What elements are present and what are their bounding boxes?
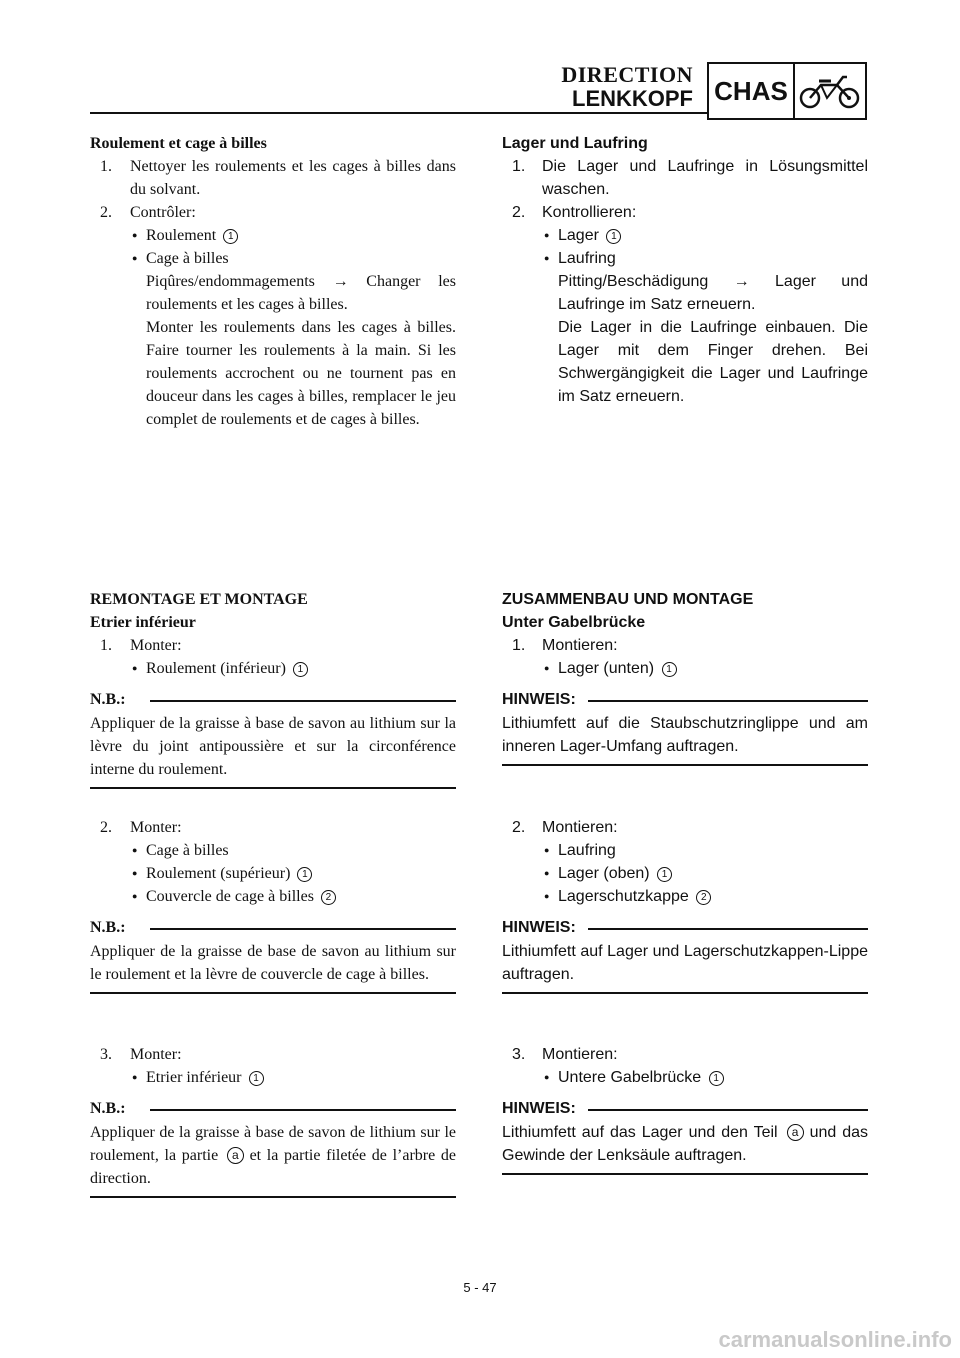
fr-assembly-step-3: 3. Monter: bbox=[100, 1046, 182, 1063]
list-item: ● Lagerschutzkappe 2 bbox=[502, 885, 868, 908]
page-number: 5 - 47 bbox=[463, 1280, 497, 1295]
list-item: ● Laufring bbox=[502, 247, 868, 270]
callout-marker: 1 bbox=[662, 662, 677, 677]
fr-sub-title: Etrier inférieur bbox=[90, 614, 196, 631]
callout-marker: a bbox=[787, 1124, 804, 1141]
callout-marker: 1 bbox=[293, 662, 308, 677]
callout-marker: 1 bbox=[709, 1071, 724, 1086]
fr-bearing-section bbox=[90, 132, 456, 431]
fr-assembly-step2-section bbox=[90, 816, 456, 994]
fr-assembly-title: REMONTAGE ET MONTAGE bbox=[90, 591, 308, 608]
note-rule bbox=[588, 700, 868, 702]
de-note-header: HINWEIS: bbox=[502, 1097, 868, 1121]
fr-note-header: N.B.: bbox=[90, 916, 456, 940]
list-item: ● Laufring bbox=[502, 839, 868, 862]
callout-marker: 1 bbox=[223, 229, 238, 244]
de-bearing-section bbox=[502, 132, 868, 408]
header-rule bbox=[90, 112, 708, 114]
list-item: ● Couvercle de cage à billes 2 bbox=[90, 885, 456, 908]
de-note-1: Lithiumfett auf die Staubschutzringlippe und am inneren Lager-Umfang auftragen. bbox=[502, 715, 868, 755]
de-assembly-step2-section bbox=[502, 816, 868, 994]
list-item: ● Untere Gabelbrücke 1 bbox=[502, 1066, 868, 1089]
de-damage-text: Pitting/Beschädigung → Lager und Laufringe im Satz erneuern. bbox=[558, 273, 868, 313]
note-end-rule bbox=[90, 992, 456, 994]
fr-note-2: Appliquer de la graisse de base de savon au lithium sur le roulement et la lèvre de couvercle de cage à billes. bbox=[90, 943, 456, 983]
list-item: ● Roulement (inférieur) 1 bbox=[90, 657, 456, 680]
fr-note-1: Appliquer de la graisse à base de savon au lithium sur la lèvre du joint antipoussière et sur la circonférence interne du roulement. bbox=[90, 715, 456, 778]
fr-bearing-title: Roulement et cage à billes bbox=[90, 135, 267, 152]
fr-step-1: 1. Nettoyer les roulements et les cages à billes dans du solvant. bbox=[100, 158, 456, 198]
de-assembly-step-1: 1. Montieren: bbox=[512, 637, 618, 654]
callout-marker: 2 bbox=[321, 890, 336, 905]
header-title-de: LENKKOPF bbox=[572, 86, 693, 111]
note-end-rule bbox=[90, 787, 456, 789]
list-item: ● Lager (oben) 1 bbox=[502, 862, 868, 885]
note-end-rule bbox=[502, 992, 868, 994]
de-sub-title: Unter Gabelbrücke bbox=[502, 614, 646, 631]
note-rule bbox=[150, 928, 456, 930]
list-item: ● Etrier inférieur 1 bbox=[90, 1066, 456, 1089]
de-note-header: HINWEIS: bbox=[502, 688, 868, 712]
list-item: ● Cage à billes bbox=[90, 247, 456, 270]
callout-marker: a bbox=[227, 1147, 244, 1164]
note-rule bbox=[588, 928, 868, 930]
motorcycle-icon bbox=[795, 64, 865, 118]
fr-instruction-text: Monter les roulements dans les cages à billes. Faire tourner les roulements à la main. Si les roulements accrochent ou ne tournent pas en douceur dans les cages à billes, remplacer le jeu complet de roulements et de cages à billes. bbox=[146, 319, 456, 428]
note-rule bbox=[150, 1109, 456, 1111]
de-bearing-title: Lager und Laufring bbox=[502, 135, 648, 152]
de-assembly-title: ZUSAMMENBAU UND MONTAGE bbox=[502, 591, 754, 608]
list-item: ● Lager 1 bbox=[502, 224, 868, 247]
de-note-3: Lithiumfett auf das Lager und den Teil a und das Gewinde der Lenksäule auftragen. bbox=[502, 1124, 869, 1164]
fr-assembly-step-1: 1. Monter: bbox=[100, 637, 182, 654]
chas-badge bbox=[707, 62, 867, 120]
chas-label: CHAS bbox=[709, 64, 795, 118]
fr-assembly-step3-section bbox=[90, 1043, 456, 1198]
callout-marker: 1 bbox=[657, 867, 672, 882]
de-instruction-text: Die Lager in die Laufringe einbauen. Die Lager mit dem Finger drehen. Bei Schwergängigkeit die Lager und Laufringe im Satz erneuern. bbox=[558, 319, 868, 405]
note-end-rule bbox=[90, 1196, 456, 1198]
de-note-2: Lithiumfett auf Lager und Lagerschutzkappen-Lippe auftragen. bbox=[502, 943, 868, 983]
de-step-2: 2. Kontrollieren: bbox=[512, 204, 637, 221]
list-item: ● Roulement 1 bbox=[90, 224, 456, 247]
de-assembly-section bbox=[502, 588, 868, 766]
note-rule bbox=[150, 700, 456, 702]
de-note-header: HINWEIS: bbox=[502, 916, 868, 940]
fr-step-2: 2. Contrôler: bbox=[100, 204, 196, 221]
header-title-fr: DIRECTION bbox=[561, 62, 693, 87]
de-assembly-step3-section bbox=[502, 1043, 868, 1175]
fr-assembly-step-2: 2. Monter: bbox=[100, 819, 182, 836]
list-item: ● Lager (unten) 1 bbox=[502, 657, 868, 680]
fr-note-header: N.B.: bbox=[90, 1097, 456, 1121]
callout-marker: 1 bbox=[249, 1071, 264, 1086]
fr-damage-text: Piqûres/endommagements → Changer les roulements et les cages à billes. bbox=[146, 273, 456, 313]
watermark: carmanualsonline.info bbox=[718, 1327, 952, 1352]
note-rule bbox=[588, 1109, 868, 1111]
callout-marker: 2 bbox=[696, 890, 711, 905]
de-step-1: 1. Die Lager und Laufringe in Lösungsmittel waschen. bbox=[512, 158, 868, 198]
note-end-rule bbox=[502, 1173, 868, 1175]
callout-marker: 1 bbox=[606, 229, 621, 244]
de-assembly-step-2: 2. Montieren: bbox=[512, 819, 618, 836]
fr-assembly-section bbox=[90, 588, 456, 789]
callout-marker: 1 bbox=[297, 867, 312, 882]
fr-note-header: N.B.: bbox=[90, 688, 456, 712]
fr-note-3: Appliquer de la graisse à base de savon de lithium sur le roulement, la partie a et la partie filetée de l’arbre de direction. bbox=[90, 1124, 456, 1187]
de-assembly-step-3: 3. Montieren: bbox=[512, 1046, 618, 1063]
list-item: ● Cage à billes bbox=[90, 839, 456, 862]
list-item: ● Roulement (supérieur) 1 bbox=[90, 862, 456, 885]
note-end-rule bbox=[502, 764, 868, 766]
